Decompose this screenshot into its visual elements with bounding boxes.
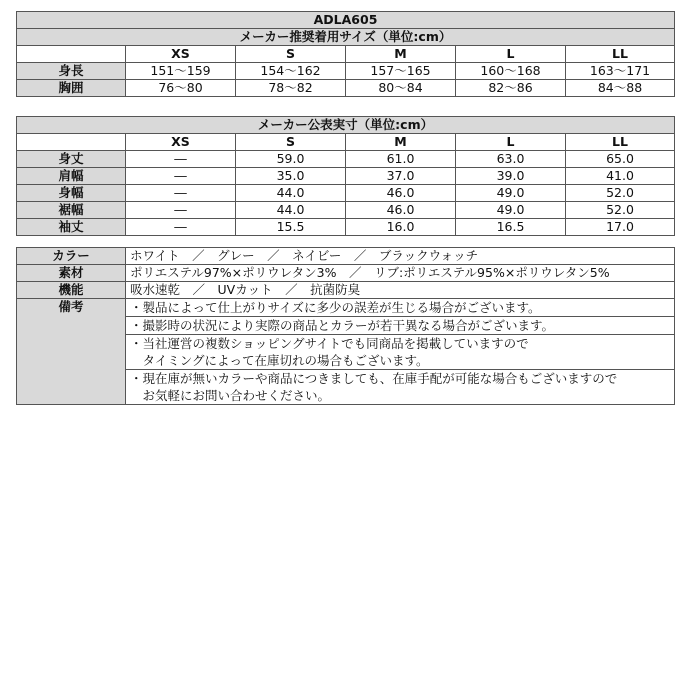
row-label: 胸囲 [17,80,126,97]
table-cell: 16.0 [346,219,456,236]
table-cell: 163～171 [566,63,675,80]
actual-measurement-table [16,116,675,236]
table-cell: 46.0 [346,202,456,219]
note-item [126,335,675,370]
notes-label: 備考 [17,299,126,405]
table-cell: 16.5 [456,219,566,236]
table-row [17,282,675,299]
table-cell: 61.0 [346,151,456,168]
row-label: 袖丈 [17,219,126,236]
note-item [126,299,675,317]
corner-cell [17,134,126,151]
table-cell: 63.0 [456,151,566,168]
size-header: XS [126,46,236,63]
size-header: LL [566,46,675,63]
table-cell: 80～84 [346,80,456,97]
table-row [17,168,675,185]
table-cell: 157～165 [346,63,456,80]
table-cell: 49.0 [456,185,566,202]
table-row [17,248,675,265]
note-line: ・撮影時の状況により実際の商品とカラーが若干異なる場合がございます。 [130,318,555,333]
table-cell: 154～162 [236,63,346,80]
table-cell: 37.0 [346,168,456,185]
table-cell: 78～82 [236,80,346,97]
table-cell: ― [126,151,236,168]
product-details-table [16,247,675,405]
table-cell: 151～159 [126,63,236,80]
material-label: 素材 [17,265,126,282]
size-header: M [346,134,456,151]
table-cell: 44.0 [236,185,346,202]
recommended-size-table [16,11,675,97]
table-cell: 160～168 [456,63,566,80]
table-cell: 49.0 [456,202,566,219]
table-cell: 82～86 [456,80,566,97]
table-row [17,185,675,202]
table-cell: 46.0 [346,185,456,202]
table-cell: ― [126,185,236,202]
note-item [126,317,675,335]
actual-table-title: メーカー公表実寸（単位:cm） [17,117,675,134]
size-header: S [236,134,346,151]
table-cell: 84～88 [566,80,675,97]
table-cell: 52.0 [566,185,675,202]
model-number: ADLA605 [17,12,675,29]
row-label: 身幅 [17,185,126,202]
note-line: ・製品によって仕上がりサイズに多少の誤差が生じる場合がございます。 [130,300,541,315]
table-row [17,63,675,80]
row-label: 肩幅 [17,168,126,185]
function-value: 吸水速乾 ／ UVカット ／ 抗菌防臭 [126,282,675,299]
table-cell: 76～80 [126,80,236,97]
table-row [17,151,675,168]
table-row [17,265,675,282]
table-row [17,80,675,97]
table-row [17,219,675,236]
size-header: S [236,46,346,63]
size-header: LL [566,134,675,151]
table-cell: 17.0 [566,219,675,236]
size-header: L [456,134,566,151]
note-item [126,370,675,405]
table-cell: 35.0 [236,168,346,185]
function-label: 機能 [17,282,126,299]
table-row [17,202,675,219]
note-line: タイミングによって在庫切れの場合もございます。 [130,353,429,368]
table-cell: 65.0 [566,151,675,168]
note-line: ・現在庫が無いカラーや商品につきましても、在庫手配が可能な場合もございますので [130,371,618,386]
row-label: 裾幅 [17,202,126,219]
color-value: ホワイト ／ グレー ／ ネイビー ／ ブラックウォッチ [126,248,675,265]
table-cell: ― [126,168,236,185]
table-cell: 44.0 [236,202,346,219]
table-cell: 52.0 [566,202,675,219]
color-label: カラー [17,248,126,265]
table-cell: ― [126,219,236,236]
material-value: ポリエステル97%×ポリウレタン3% ／ リブ:ポリエステル95%×ポリウレタン5% [126,265,675,282]
size-header: L [456,46,566,63]
recommended-table-title: メーカー推奨着用サイズ（単位:cm） [17,29,675,46]
table-cell: 15.5 [236,219,346,236]
row-label: 身丈 [17,151,126,168]
corner-cell [17,46,126,63]
size-header: M [346,46,456,63]
note-line: お気軽にお問い合わせください。 [130,388,331,403]
row-label: 身長 [17,63,126,80]
size-header: XS [126,134,236,151]
table-cell: ― [126,202,236,219]
table-cell: 59.0 [236,151,346,168]
table-cell: 39.0 [456,168,566,185]
note-line: ・当社運営の複数ショッピングサイトでも同商品を掲載していますので [130,336,529,351]
table-cell: 41.0 [566,168,675,185]
table-row [17,299,675,317]
